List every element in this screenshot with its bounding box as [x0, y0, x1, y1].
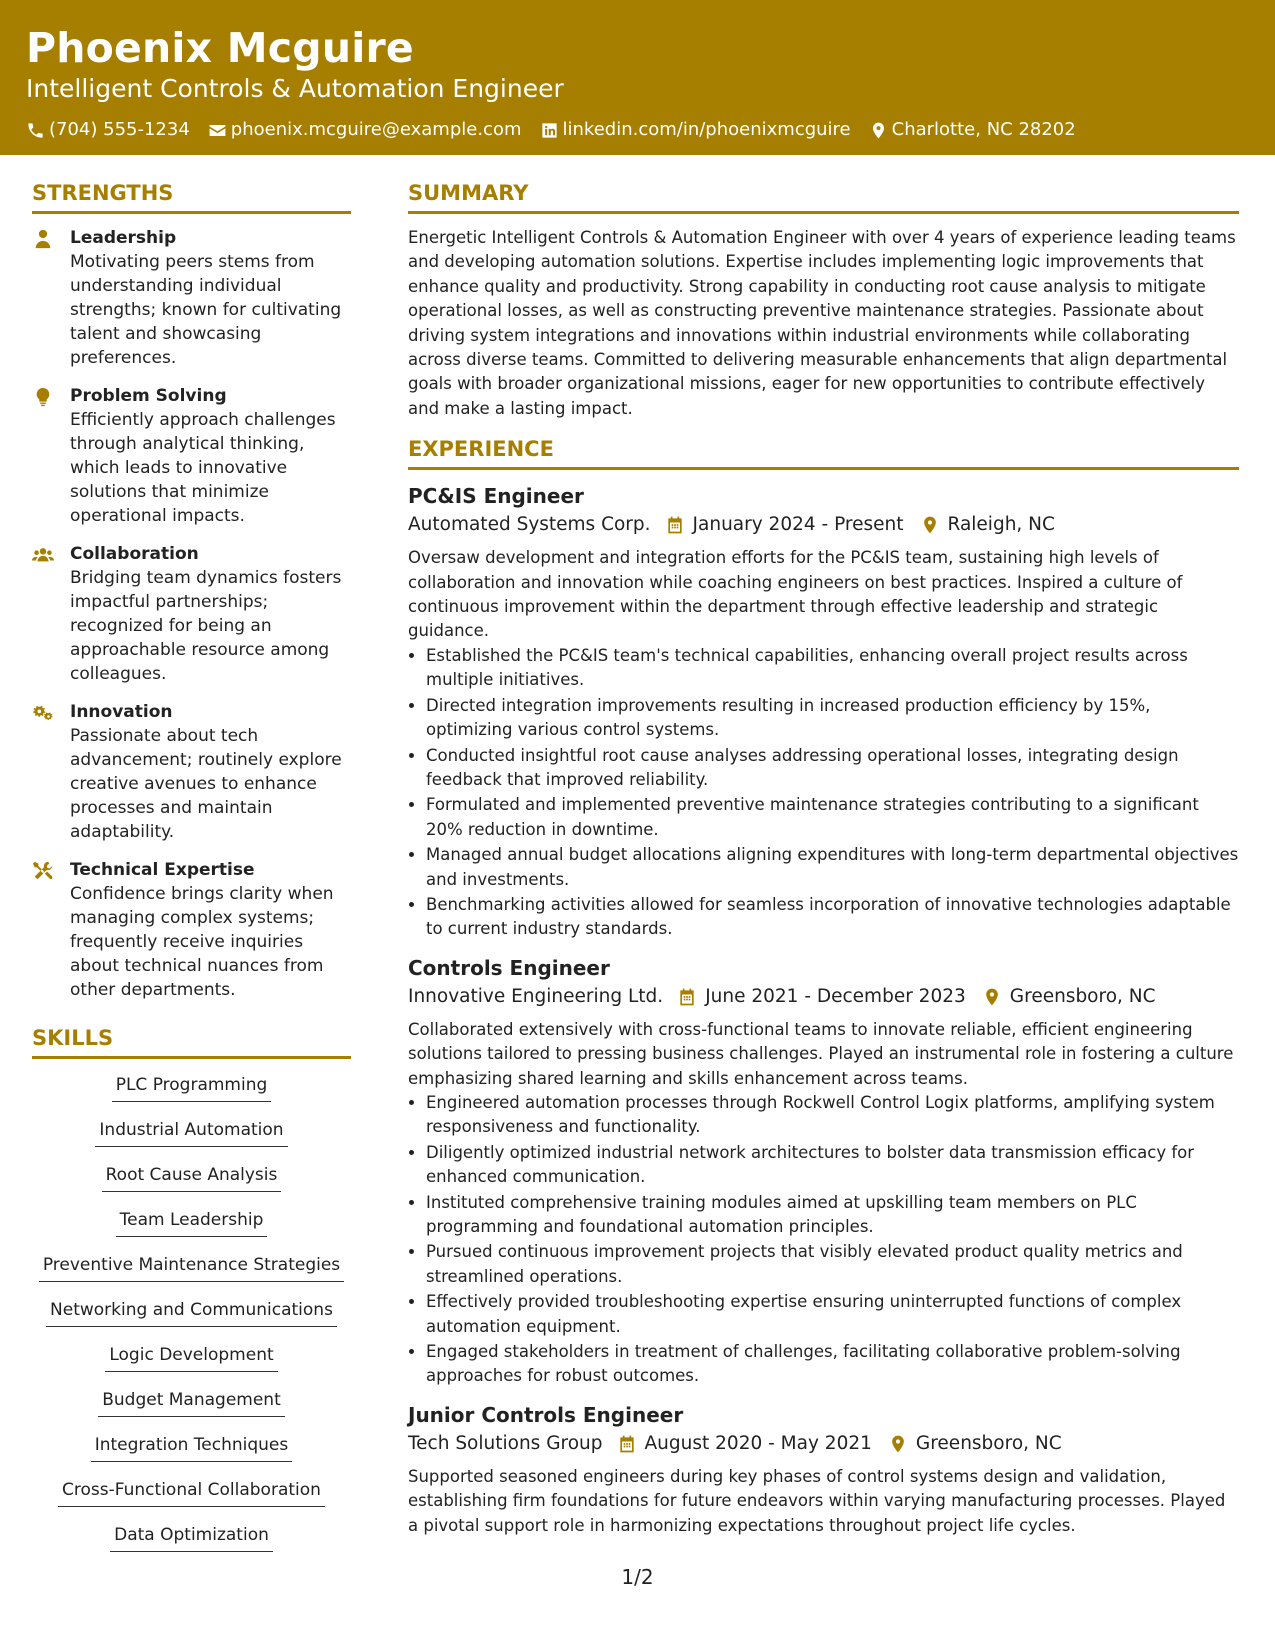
skill-tag: Integration Techniques — [91, 1433, 293, 1462]
job-meta — [408, 510, 1239, 540]
user-tie-icon — [32, 228, 54, 250]
job-dates: August 2020 - May 2021 — [644, 1432, 872, 1454]
bullet-item: • Engineered automation processes through Rockwell Control Logix platforms, amplifying system responsiveness and functionality. — [426, 1091, 1239, 1140]
strength-desc: Passionate about tech advancement; routinely explore creative avenues to enhance processes and maintain adaptability. — [70, 726, 342, 842]
map-marker-icon — [869, 121, 888, 140]
phone-text: (704) 555-1234 — [49, 119, 190, 140]
skill-tag: Industrial Automation — [95, 1118, 287, 1147]
contact-phone[interactable] — [26, 118, 190, 142]
job-entry — [408, 954, 1239, 1389]
job-bullets — [408, 644, 1239, 942]
job-entry — [408, 1401, 1239, 1538]
skill-tag: Root Cause Analysis — [102, 1163, 282, 1192]
job-title: Controls Engineer — [408, 955, 610, 980]
strengths-heading: STRENGTHS — [32, 179, 351, 214]
contact-email[interactable] — [208, 118, 522, 142]
skill-tag: Networking and Communications — [46, 1298, 337, 1327]
bullet-item: • Effectively provided troubleshooting expertise ensuring uninterrupted functions of complex automation equipment. — [426, 1290, 1239, 1339]
bullet-item: • Engaged stakeholders in treatment of challenges, facilitating collaborative problem-solving approaches for robust outcomes. — [426, 1340, 1239, 1389]
map-marker-icon — [920, 515, 940, 535]
bullet-item: • Instituted comprehensive training modules aimed at upskilling team members on PLC programming and foundational automation principles. — [426, 1191, 1239, 1240]
tools-icon — [32, 860, 54, 882]
resume-header — [0, 0, 1275, 155]
bullet-item: • Directed integration improvements resulting in increased production efficiency by 15%, optimizing various control systems. — [426, 694, 1239, 743]
job-location: Greensboro, NC — [1009, 985, 1156, 1007]
envelope-icon — [208, 121, 227, 140]
bullet-item: • Established the PC&IS team's technical capabilities, enhancing overall project results across multiple initiatives. — [426, 644, 1239, 693]
job-description: Supported seasoned engineers during key phases of control systems design and validation, establishing firm foundations for future endeavors within varying manufacturing processes. Played a pivotal support role in harmonizing expectations throughout project life cycles. — [408, 1466, 1226, 1535]
linkedin-text: linkedin.com/in/phoenixmcguire — [562, 119, 851, 140]
skill-tag: Budget Management — [98, 1388, 285, 1417]
map-marker-icon — [888, 1434, 908, 1454]
calendar-icon — [665, 515, 685, 535]
job-description: Oversaw development and integration efforts for the PC&IS team, sustaining high levels of collaboration and innovation while coaching engineers on best practices. Inspired a culture of continuous improvement within the department through effective leadership and strategic guidance. — [408, 548, 1183, 641]
strength-item — [32, 542, 351, 686]
bullet-item: • Formulated and implemented preventive maintenance strategies contributing to a significant 20% reduction in downtime. — [426, 793, 1239, 842]
candidate-title: Intelligent Controls & Automation Engineer — [26, 74, 564, 103]
strength-name: Innovation — [70, 702, 173, 722]
right-column — [408, 179, 1239, 1550]
job-location: Greensboro, NC — [915, 1432, 1062, 1454]
location-text: Charlotte, NC 28202 — [891, 119, 1076, 140]
job-meta — [408, 982, 1239, 1012]
lightbulb-icon — [32, 386, 54, 408]
strength-desc: Motivating peers stems from understanding individual strengths; known for cultivating talent and showcasing preferences. — [70, 252, 342, 368]
strength-name: Problem Solving — [70, 386, 227, 406]
contact-bar — [26, 118, 1249, 142]
job-bullets — [408, 1091, 1239, 1389]
skill-tag: Team Leadership — [116, 1208, 268, 1237]
skill-tag: Data Optimization — [110, 1523, 273, 1552]
job-title: PC&IS Engineer — [408, 484, 584, 509]
job-company: Tech Solutions Group — [408, 1432, 603, 1454]
skill-tag: Cross-Functional Collaboration — [58, 1478, 325, 1507]
job-location: Raleigh, NC — [947, 514, 1055, 536]
calendar-icon — [677, 987, 697, 1007]
email-text: phoenix.mcguire@example.com — [230, 119, 522, 140]
experience-heading: EXPERIENCE — [408, 435, 1239, 470]
strength-name: Leadership — [70, 228, 177, 248]
skill-tag: Preventive Maintenance Strategies — [39, 1253, 344, 1282]
page-number: 1/2 — [621, 1565, 654, 1589]
candidate-name: Phoenix Mcguire — [26, 24, 414, 72]
strength-desc: Bridging team dynamics fosters impactful partnerships; recognized for being an approachable resource among colleagues. — [70, 568, 342, 684]
linkedin-icon — [540, 121, 559, 140]
summary-heading: SUMMARY — [408, 179, 1239, 214]
bullet-item: • Benchmarking activities allowed for seamless incorporation of innovative technologies adaptable to current industry standards. — [426, 893, 1239, 942]
job-title: Junior Controls Engineer — [408, 1402, 684, 1427]
strength-item — [32, 700, 351, 844]
bullet-item: • Managed annual budget allocations aligning expenditures with long-term departmental objectives and investments. — [426, 843, 1239, 892]
map-marker-icon — [982, 987, 1002, 1007]
job-dates: January 2024 - Present — [692, 514, 904, 536]
strength-name: Technical Expertise — [70, 860, 255, 880]
strength-item — [32, 226, 351, 370]
strength-name: Collaboration — [70, 544, 199, 564]
calendar-icon — [617, 1434, 637, 1454]
job-company: Automated Systems Corp. — [408, 514, 651, 536]
skill-tag: Logic Development — [105, 1343, 277, 1372]
skills-heading: SKILLS — [32, 1024, 351, 1059]
summary-text: Energetic Intelligent Controls & Automation Engineer with over 4 years of experience leading teams and developing automation solutions. Expertise includes implementing logic improvements that enhance quality and productivity. Strong capability in conducting root cause analysis to mitigate operational losses, as well as constructing preventive maintenance strategies. Passionate about driving system integrations and innovations within industrial environments while collaborating across diverse teams. Committed to delivering measurable enhancements that align departmental goals with broader organizational missions, eager for new opportunities to contribute effectively and make a lasting impact. — [408, 228, 1236, 418]
job-dates: June 2021 - December 2023 — [705, 985, 966, 1007]
strength-desc: Confidence brings clarity when managing complex systems; frequently receive inquiries about technical nuances from other departments. — [70, 884, 334, 1000]
bullet-item: • Diligently optimized industrial network architectures to bolster data transmission efficacy for enhanced communication. — [426, 1141, 1239, 1190]
bullet-item: • Pursued continuous improvement projects that visibly elevated product quality metrics and streamlined operations. — [426, 1240, 1239, 1289]
skills-list — [32, 1073, 351, 1568]
job-meta — [408, 1429, 1239, 1459]
strength-item — [32, 384, 351, 528]
job-company: Innovative Engineering Ltd. — [408, 985, 664, 1007]
job-description: Collaborated extensively with cross-functional teams to innovate reliable, efficient engineering solutions tailored to pressing business challenges. Played an instrumental role in fostering a culture emphasizing shared learning and skills enhancement across teams. — [408, 1019, 1234, 1088]
cogs-icon — [32, 702, 54, 724]
left-column — [32, 179, 351, 1568]
job-entry — [408, 482, 1239, 942]
strength-desc: Efficiently approach challenges through analytical thinking, which leads to innovative solutions that minimize operational impacts. — [70, 410, 336, 526]
skill-tag: PLC Programming — [112, 1073, 272, 1102]
contact-linkedin[interactable] — [540, 118, 851, 142]
users-icon — [32, 544, 54, 566]
bullet-item: • Conducted insightful root cause analyses addressing operational losses, integrating design feedback that improved reliability. — [426, 744, 1239, 793]
contact-location — [869, 118, 1076, 142]
phone-icon — [26, 121, 45, 140]
strength-item — [32, 858, 351, 1002]
